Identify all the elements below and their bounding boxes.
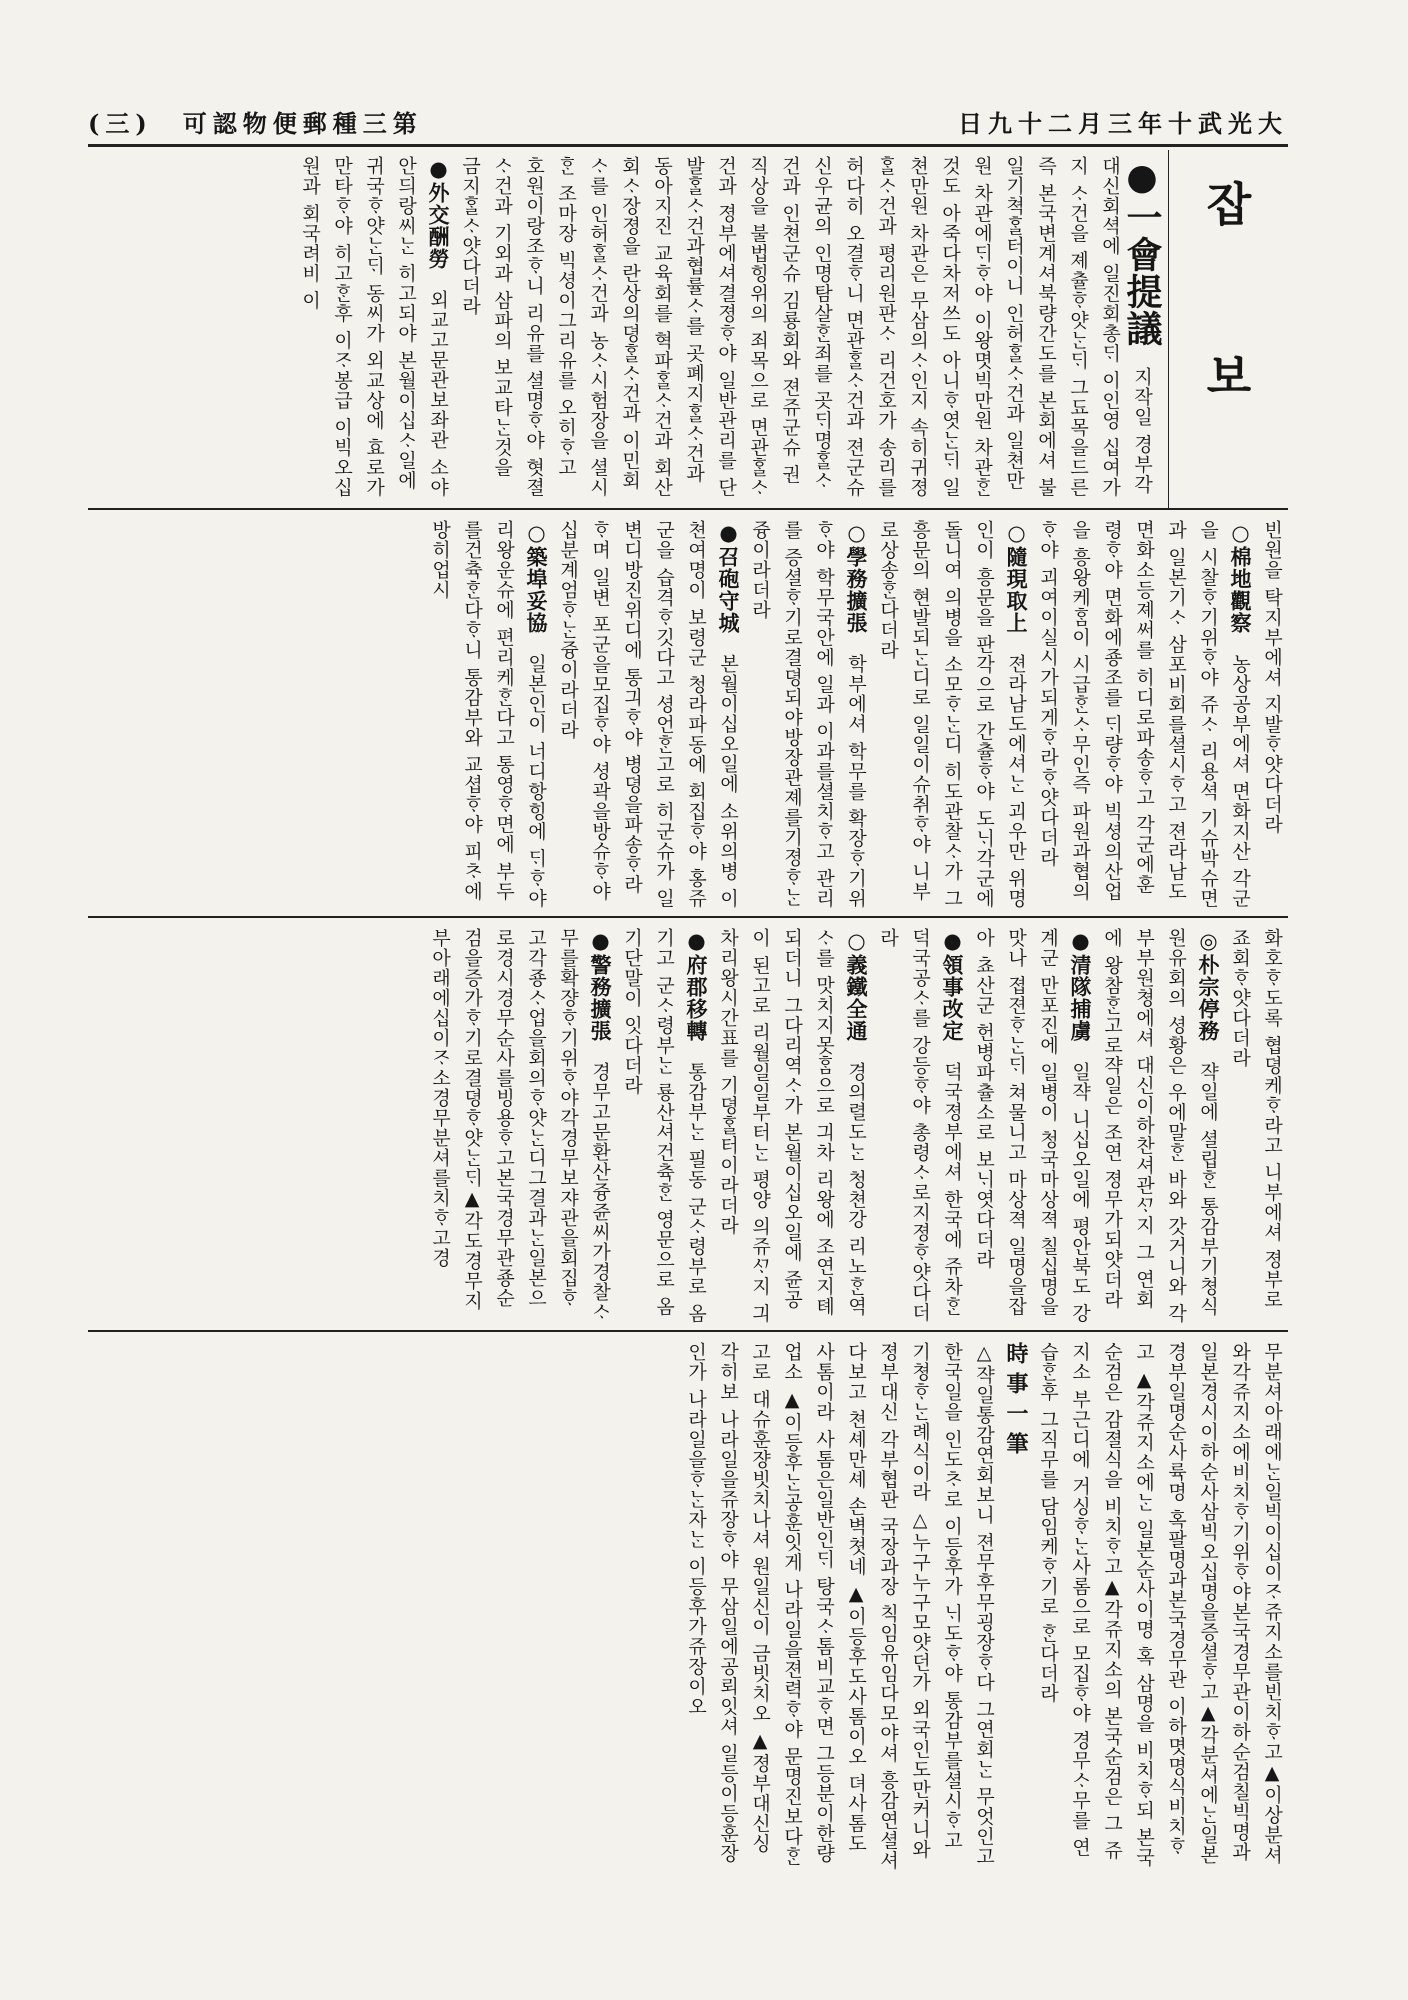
article-body: 화호ᄒᆞ도록 협뎡케ᄒᆞ라고 니부에셔 졍부로죠회ᄒᆞ얏다더라 (1229, 928, 1283, 1310)
article-heading: ●警務擴張 (588, 928, 613, 1042)
article-heading: ●清隊捕虜 (1068, 928, 1093, 1042)
newspaper-page (88, 100, 1288, 1880)
tier-3-column (88, 928, 1288, 1324)
article-heading: ○學務擴張 (844, 520, 869, 634)
article-heading: ●外交酬勞 (426, 156, 451, 270)
article-body: 쟉일에 셜립ᄒᆞᆫ 통감부기쳥식 원유회의 셩황은 우에말ᄒᆞᆫ 바와 갓거니와 각부부원쳥에셔 대신이하찬셔관ᄭᆞ지 그 연회에 왕참ᄒᆞᆫ고로쟉일은 조연 졍무가되얏더라 (1101, 928, 1219, 1324)
article-heading: ●一會提議 (1121, 156, 1163, 347)
article-body: 경의렬도ᄂᆞᆫ 청쳔강 리노ᄒᆞᆫ역ᄉᆞ를 맛치지못ᄒᆞᆷ으로 긔차 리왕에 조연지톄되더니 그다리역ᄉᆞ가 본월이십오일에 쥰공이 된고로 리월일일부터ᄂᆞᆫ 평양 의쥬ᄭᆞ지 긔차리왕시간표를 기뎡ᄒᆞᆯ터이라더라 (717, 928, 867, 1324)
article-body: 젼라남도에셔ᄂᆞᆫ 괴우만 위명인이 흥문을 판각으로 간츌ᄒᆞ야 도ᄂᆡ각군에 돌니여 의병을 소모ᄒᆞᄂᆞᆫ디 히도관찰ᄉᆞ가 그 흥문의 현발되ᄂᆞᆫ디로 일일이슈취ᄒᆞ야 니부로상송ᄒᆞᆫ다더라 (877, 520, 1027, 909)
article-heading: ○築埠妥協 (524, 520, 549, 634)
masthead (88, 100, 1288, 147)
tier-divider-3 (88, 1330, 1288, 1332)
article-body: 일쟉 니십오일에 평안북도 강계군 만포진에 일병이 청국마상젹 칠십명을맛나 졉젼ᄒᆞᄂᆞᆫᄃᆡ 쳐물니고 마상젹 일명을잡아 쵸산군 헌병파츌소로 보ᄂᆡ엿다더라 (973, 928, 1091, 1324)
article-heading: ○義鐵全通 (844, 928, 869, 1042)
column-label-sisa-ilpil: 時事一筆 (1003, 1342, 1029, 1462)
article-heading: ●領事改定 (940, 928, 965, 1042)
article-heading: ○隨現取上 (1004, 520, 1029, 634)
masthead-date: 日九十二月三年十武光大 (958, 109, 1288, 138)
article-body: 무분셔아래에ᄂᆞᆫ일빅이십이ᄌᆞ쥬지소를빈치ᄒᆞ고▲이상분셔와각쥬지소에비치ᄒᆞ기위ᄒᆞ야본국경무관이하순검칠빅명과일본경시이하순사삼빅오십명을증셜ᄒᆞ고▲각분셔에ᄂᆞᆫ일본경부일명순사륙명 혹팔명과본국경무관 이하몃명식비치ᄒᆞ고 ▲각쥬지소에ᄂᆞᆫ 일본순사이명 혹 삼명을 비치ᄒᆞ되 본국순검은 감졀식을 비치ᄒᆞ고▲각쥬지소의 본국순검은 그 쥬지소 부근디에 거싱ᄒᆞᄂᆞᆫ사롬으로 모집ᄒᆞ야 경무ᄉᆞ무를 연습ᄒᆞᆫ후 그직무를 담임케ᄒᆞ기로 ᄒᆞᆫ다더라 (1037, 1342, 1283, 1868)
article-body: 대신회셕에 일진회총ᄃᆡ 이인영 십여가지 ᄉᆞ건을 졔츌ᄒᆞ얏ᄂᆞᆫᄃᆡ 그됴목을드른즉 본국변계셔북량간도를 본회에셔 불일기쳑ᄒᆞᆯ터이니 인허ᄒᆞᆯᄉᆞ건과 일쳔만원 차관에ᄃᆡᄒᆞ야 이왕몃빅만원 차관ᄒᆞᆫ것도 아죽다차저쓰도 아니ᄒᆞ엿ᄂᆞᆫᄃᆡ 일쳔만원 차관은 무삼의ᄉᆞ인지 속히귀졍ᄒᆞᆯᄉᆞ건과 평리원판ᄉᆞ 리건호가 송리를허다히 오결ᄒᆞ니 면관ᄒᆞᆯᄉᆞ건과 젼군슈 신우균의 인명탐살ᄒᆞᆫ죄를 곳ᄃᆡ명ᄒᆞᆯᄉᆞ건과 인쳔군슈 김룡회와 젼쥬군슈 권직상을 불법힝위의 죄목으로 면관ᄒᆞᆯᄉᆞ건과 졍부에셔결졍ᄒᆞ야 일반관리를 단발ᄒᆞᆯᄉᆞ건과협률ᄉᆞ를 곳폐지ᄒᆞᆯᄉᆞ건과 동아지진 교육회를 혁파ᄒᆞᆯᄉᆞ건과 회산회ᄉᆞ장졍을 란상의뎡ᄒᆞᆯᄉᆞ건과 이민회ᄉᆞ를 인허ᄒᆞᆯᄉᆞ건과 농ᄉᆞ시험장을 셜시ᄒᆞᆫ 조마장 빅셩이그리유를 오히ᄒᆞ고 호원이랑조ᄒᆞ니 리유를 셜명ᄒᆞ야 혓졀ᄉᆞ건과 기외과 삼파의 보교타ᄂᆞᆫ것을 금지ᄒᆞᆯᄉᆞ얏다더라 (459, 156, 1121, 498)
article-body: 농상공부에셔 면화지산 각군을 시찰ᄒᆞ기위ᄒᆞ야 쥬ᄉᆞ 리용셕 기슈박슈면과 일본기ᄉᆞ 삼포비회를셜시ᄒᆞ고 젼라남도 면화소등졔써를 히디로파송ᄒᆞ고 각군에훈령ᄒᆞ야 면화에죵조를 ᄃᆡ량ᄒᆞ야 빅셩의산업을 흥왕케ᄒᆞᆷ이 시급ᄒᆞᆫᄉᆞ무인즉 파원과협의ᄒᆞ야 괴여이실시가되게ᄒᆞ라ᄒᆞ얏다더라 (1037, 520, 1251, 909)
section-title: 잡 보 (1199, 180, 1253, 438)
article-body: △쟉일통감연회보니 젼무후무굉장ᄒᆞ다 그연회ᄂᆞᆫ 무엇인고 한국일을 인도ᄎᆞ로 이등후가 ᄂᆡ도ᄒᆞ야 통감부를셜시ᄒᆞ고 기쳥ᄒᆞᄂᆞᆫ례식이라 △누구누구모얏던가 외국인도만커니와 졍부대신 각부협판 국장과장 칙임유임다모야셔 흥감연셜셔다보고 쳔셰만셰 손벽쳣네 ▲이등후도사톰이오 뎌사톰도사톰이라 사톰은일반인ᄃᆡ 탕국ᄉᆞ톰비교ᄒᆞ면 그등분이한량업소 ▲이등후ᄂᆞᆫ공훈잇게 나라일을젼력ᄒᆞ야 문명진보다ᄒᆞᆫ고로 대슈훈쟝빗치나셔 원일신이 금빗치오 ▲졍부대신싱각히보 나라일을쥬장ᄒᆞ야 무삼일에공뢰잇셔 일등이등훈장인가 나라일을ᄒᆞᄂᆞᆫ자ᄂᆞᆫ 이등후가쥬장이오 (685, 1342, 995, 1871)
article-body: 빈원을 탁지부에셔 지발ᄒᆞ얏다더라 (1261, 520, 1283, 835)
tier-2-column (88, 520, 1288, 910)
article-body: 학부에셔 학무를 확장ᄒᆞ기위ᄒᆞ야 학무국안에 일과 이과를셜치ᄒᆞ고 관리를 증셜ᄒᆞ기로결뎡되야방장관졔를기졍ᄒᆞᄂᆞᆫ즁이라더라 (749, 520, 867, 909)
article-body: 외교고문관보좌관 소야안듸랑씨ᄂᆞᆫ 히고되야 본월이십ᄉᆞ일에 귀국ᄒᆞ얏ᄂᆞᆫᄃᆡ 동씨가 외교상에 효로가 만타ᄒᆞ야 히고ᄒᆞᆫ후 이ᄌᆞ봉급 이빅오십원과 회국려비 이 (299, 156, 449, 498)
article-body: 경무고문환산즁쥰씨가경찰ᄉᆞ무를확쟝ᄒᆞ기위ᄒᆞ야각경무보쟈관을회집ᄒᆞ고각죵ᄉᆞ업을회의ᄒᆞ얏ᄂᆞᆫ디그결과ᄂᆞᆫ일본으로경시경무순사를빙용ᄒᆞ고본국경무관죵순검을증가ᄒᆞ기로결뎡ᄒᆞ얏ᄂᆞᆫᄃᆡ▲각도경무지부아래에십이ᄌᆞ소경무분셔를치ᄒᆞ고경 (429, 928, 611, 1322)
tier-4-column (88, 1342, 1288, 1872)
article-body: 일본인이 너디항힝에 ᄃᆡᄒᆞ야 리왕운슈에 편리케ᄒᆞᆫ다고 통영ᄒᆞ면에 부두를건츅ᄒᆞᆫ다ᄒᆞ니 통감부와 교셥ᄒᆞ야 피ᄎᆞ에 방히업시 (429, 520, 547, 909)
article-heading: ◎朴宗停務 (1196, 928, 1221, 1042)
article-byline: 지작일 경부각 (1131, 367, 1153, 495)
article-heading: ●府郡移轉 (684, 928, 709, 1042)
article-heading: ●召砲守城 (716, 520, 741, 634)
article-body: 본월이십오일에 소위의병 이쳔여명이 보령군 청라파동에 회집ᄒᆞ야 홍쥬군을 습격ᄒᆞ깃다고 셩언ᄒᆞᆫ고로 히군슈가 일변디방진위디에 통긔ᄒᆞ야 병뎡을파송ᄒᆞ라ᄒᆞ며 일변 포군을모집ᄒᆞ야 셩곽을방슈ᄒᆞ야 십분계엄ᄒᆞᄂᆞᆫ즁이라더라 (557, 520, 739, 909)
tier-divider-1 (88, 508, 1288, 510)
article-heading: ○棉地觀察 (1228, 520, 1253, 634)
article-ilhoe-proposal (88, 156, 1163, 502)
article-body: 통감부ᄂᆞᆫ 필동 군ᄉᆞ령부로 옴기고 군ᄉᆞ령부ᄂᆞᆫ 룡산셔건츅ᄒᆞᆫ 영문으로 옴기단말이 잇다더라 (621, 928, 707, 1324)
article-body: 덕국졍부에셔 한국에 쥬차ᄒᆞᆫ 덕국공ᄉᆞ를 강등ᄒᆞ야 총령ᄉᆞ로지졍ᄒᆞ얏다더라 (877, 928, 963, 1323)
section-divider (1168, 150, 1169, 508)
tier-divider-2 (88, 916, 1288, 918)
masthead-issue-info: (三) 可認物便郵種三第 (88, 109, 423, 138)
